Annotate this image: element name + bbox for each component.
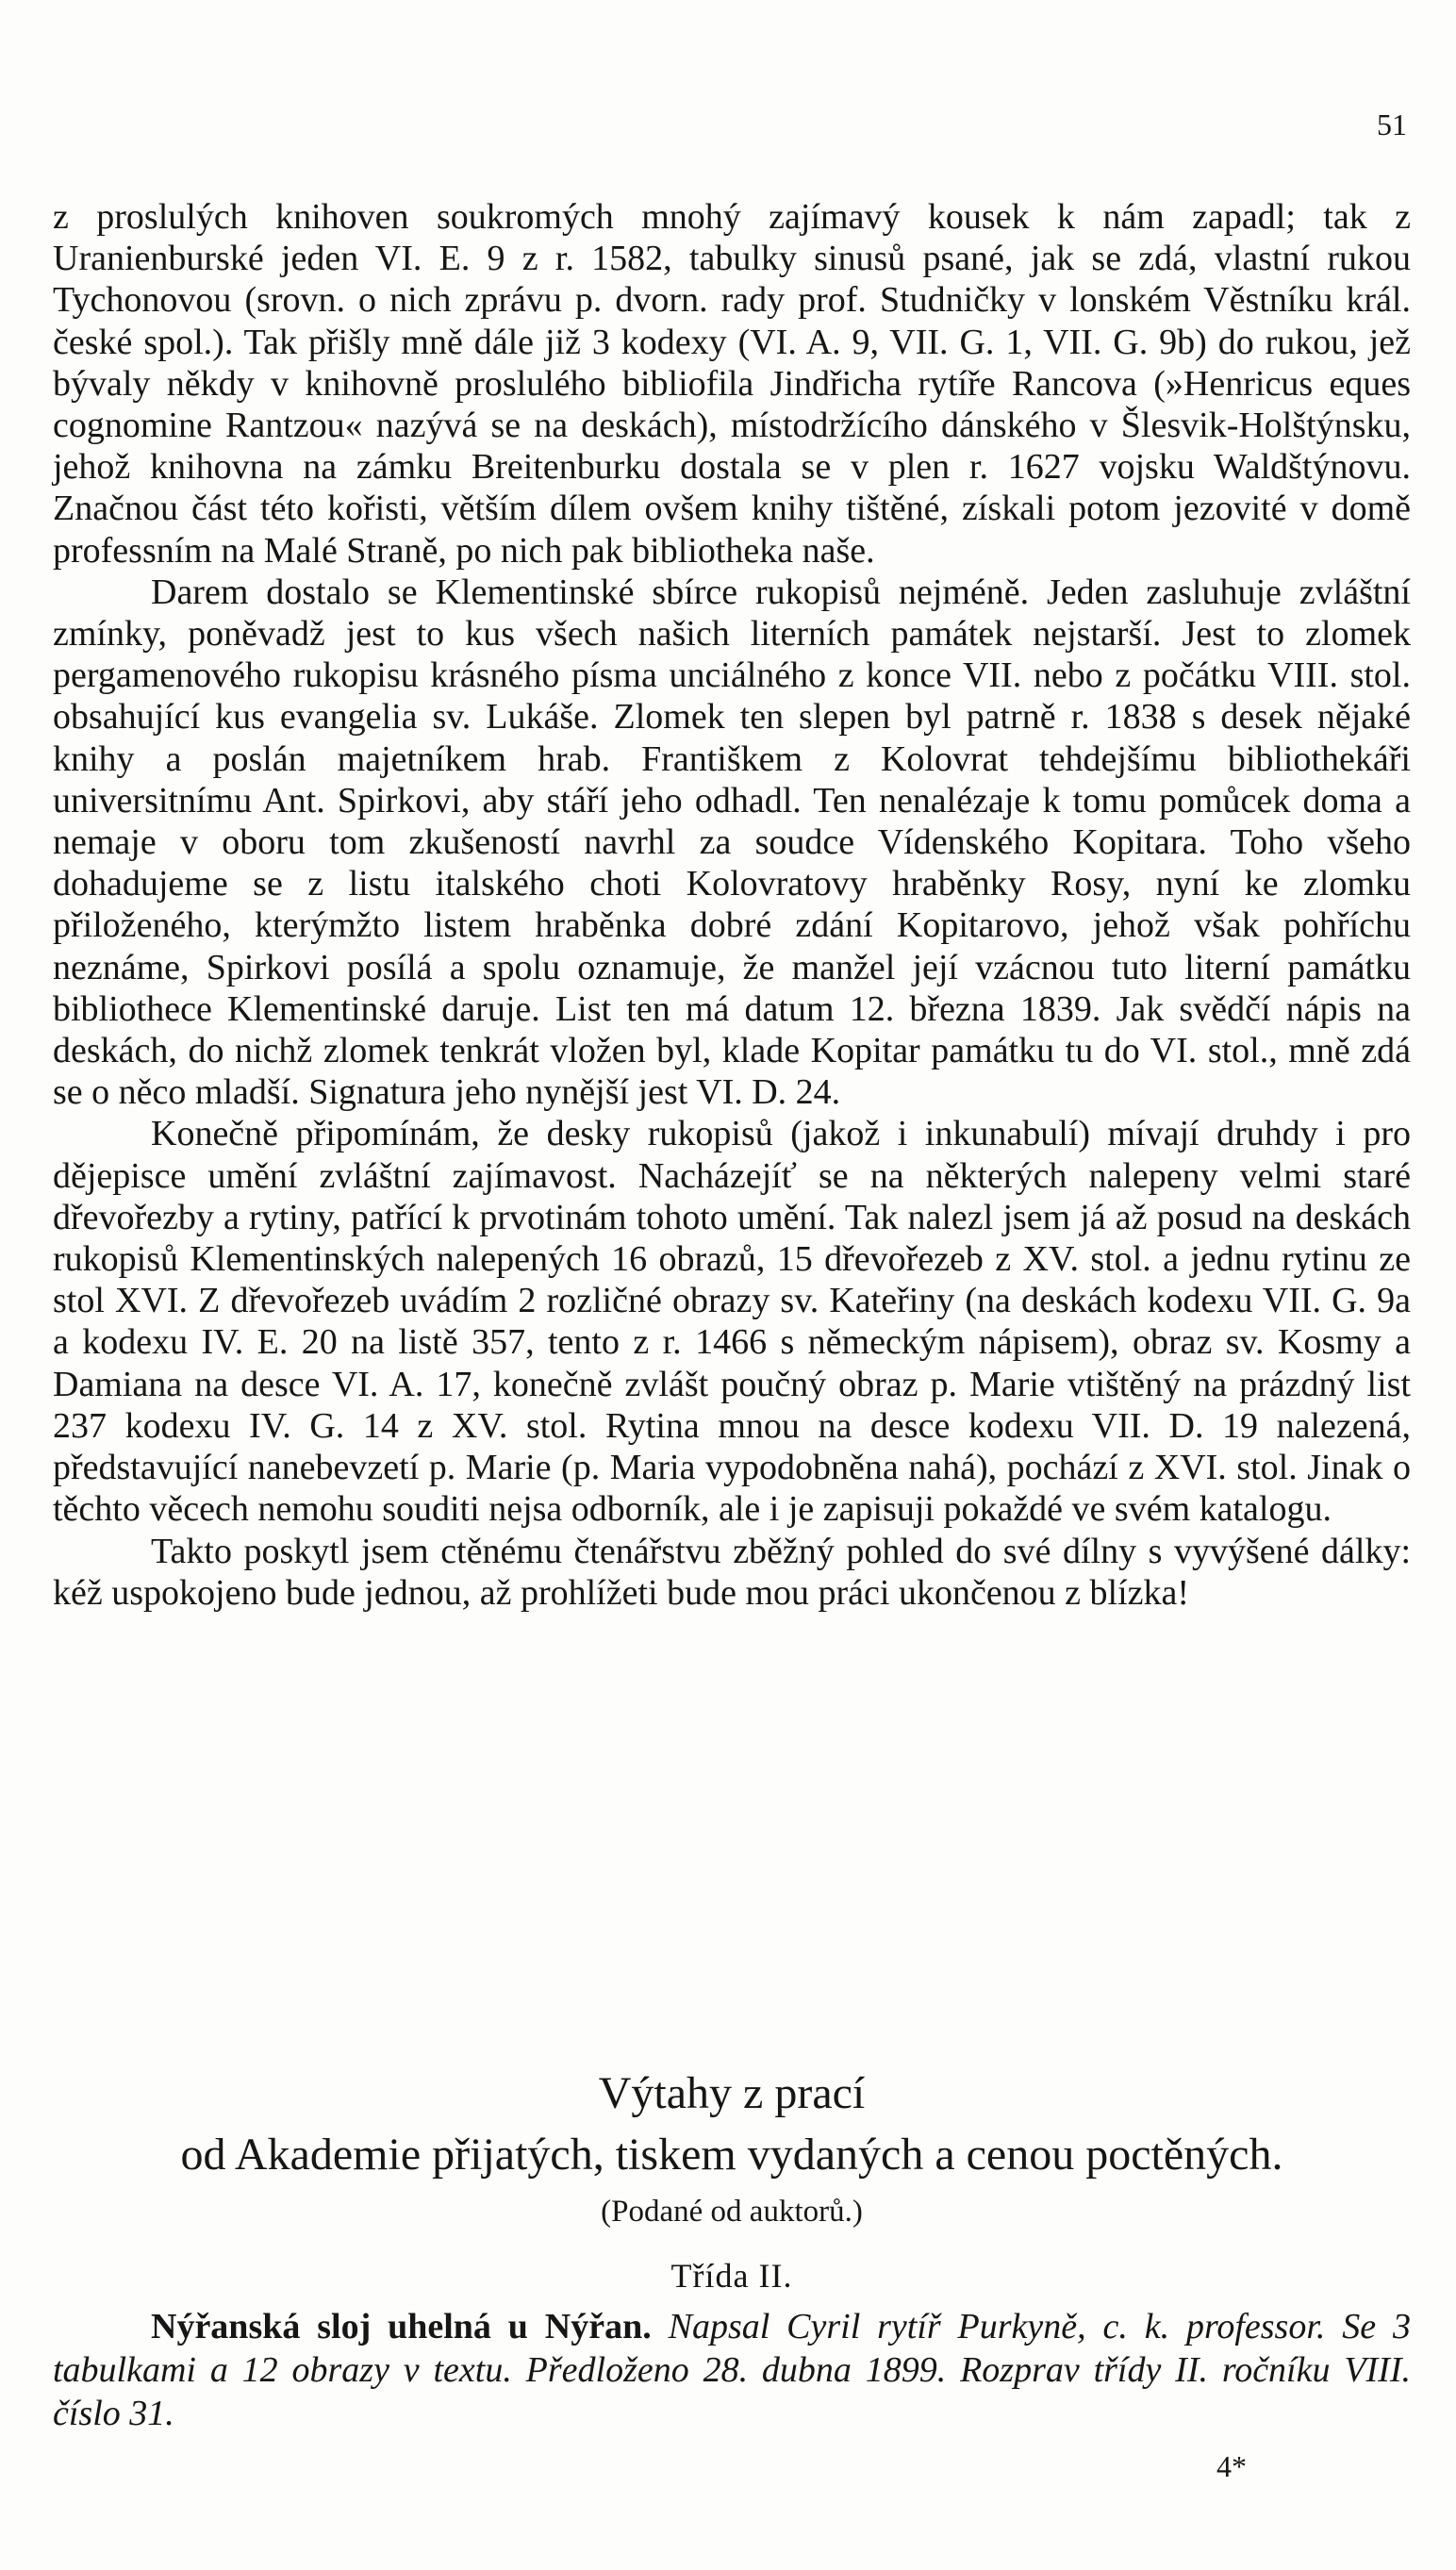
- paragraph-1: z proslulých knihoven soukromých mnohý zajímavý kousek k nám zapadl; tak z Uranienburské jeden VI. E. 9 z r. 1582, tabulky sinusů psané, jak se zdá, vlastní rukou Tychonovou (srovn. o nich zprávu p. dvorn. rady prof. Studničky v lonském Věstníku král. české spol.). Tak přišly mně dále již 3 kodexy (VI. A. 9, VII. G. 1, VII. G. 9b) do rukou, jež bývaly někdy v knihovně proslulého bibliofila Jindřicha rytíře Rancova (»Henricus eques cognomine Rantzou« nazývá se na deskách), místodržícího dánského v Šlesvik-Holštýnsku, jehož knihovna na zámku Breitenburku dostala se v plen r. 1627 vojsku Waldštýnovu. Značnou část této kořisti, větším dílem ovšem knihy tištěné, získali potom jezovité v domě professním na Malé Straně, po nich pak bibliotheka naše.: [53, 197, 1411, 571]
- page-number: 51: [1377, 108, 1407, 141]
- entry-description: Napsal Cyril rytíř Purkyně, c. k. professor. Se 3 tabulkami a 12 obrazy v textu. Předloženo 28. dubna 1899. Rozprav třídy II. ročníku VIII. číslo 31.: [53, 2307, 1412, 2433]
- section-title-line-1: Výtahy z prací: [598, 2068, 866, 2118]
- paragraph-4: Takto poskytl jsem ctěnému čtenářstvu zběžný pohled do své dílny s vyvýšené dálky: kéž uspokojeno bude jednou, až prohlížeti bude mou práci ukončenou z blízka!: [53, 1531, 1411, 1613]
- publication-entry: [53, 2305, 1411, 2435]
- paragraph-2: Darem dostalo se Klementinské sbírce rukopisů nejméně. Jeden zasluhuje zvláštní zmínky, poněvadž jest to kus všech našich literních památek nejstarší. Jest to zlomek pergamenového rukopisu krásného písma unciálného z konce VII. nebo z počátku VIII. stol. obsahující kus evangelia sv. Lukáše. Zlomek ten slepen byl patrně r. 1838 s desek nějaké knihy a poslán majetníkem hrab. Františkem z Kolovrat tehdejšímu bibliothekáři universitnímu Ant. Spirkovi, aby stáří jeho odhadl. Ten nenalézaje k tomu pomůcek doma a nemaje v oboru tom zkušeností navrhl za soudce Vídenského Kopitara. Toho všeho dohadujeme se z listu italského choti Kolovratovy hraběnky Rosy, nyní ke zlomku přiloženého, kterýmžto listem hraběnka dobré zdání Kopitarovo, jehož však pohříchu neznáme, Spirkovi posílá a spolu oznamuje, že manžel její vzácnou tuto literní památku bibliothece Klementinské daruje. List ten má datum 12. března 1839. Jak svědčí nápis na deskách, do nichž zlomek tenkrát vložen byl, klade Kopitar památku tu do VI. stol., mně zdá se o něco mladší. Signatura jeho nynější jest VI. D. 24.: [53, 572, 1411, 1113]
- body-text: [53, 196, 1411, 1614]
- submitted-note: (Podané od auktorů.): [601, 2195, 863, 2229]
- signature-mark: 4*: [1216, 2449, 1247, 2483]
- class-heading: Třída II.: [670, 2257, 793, 2295]
- entry-title: Nýřanská sloj uhelná u Nýřan.: [151, 2307, 669, 2346]
- paragraph-3: Konečně připomínám, že desky rukopisů (jakož i inkunabulí) mívají druhdy i pro dějepisce umění zvláštní zajímavost. Nacházejíť se na některých nalepeny velmi staré dřevořezby a rytiny, patřící k prvotinám tohoto umění. Tak nalezl jsem já až posud na deskách rukopisů Klementinských nalepených 16 obrazů, 15 dřevořezeb z XV. stol. a jednu rytinu ze stol XVI. Z dřevořezeb uvádím 2 rozličné obrazy sv. Kateřiny (na deskách kodexu VII. G. 9a a kodexu IV. E. 20 na listě 357, tento z r. 1466 s německým nápisem), obraz sv. Kosmy a Damiana na desce VI. A. 17, konečně zvlášt poučný obraz p. Marie vtištěný na prázdný list 237 kodexu IV. G. 14 z XV. stol. Rytina mnou na desce kodexu VII. D. 19 nalezená, představující nanebevzetí p. Marie (p. Maria vypodobněna nahá), pochází z XVI. stol. Jinak o těchto věcech nemohu souditi nejsa odborník, ale i je zapisuji pokaždé ve svém katalogu.: [53, 1114, 1411, 1530]
- section-title-line-2: od Akademie přijatých, tiskem vydaných a cenou poctěných.: [180, 2130, 1283, 2180]
